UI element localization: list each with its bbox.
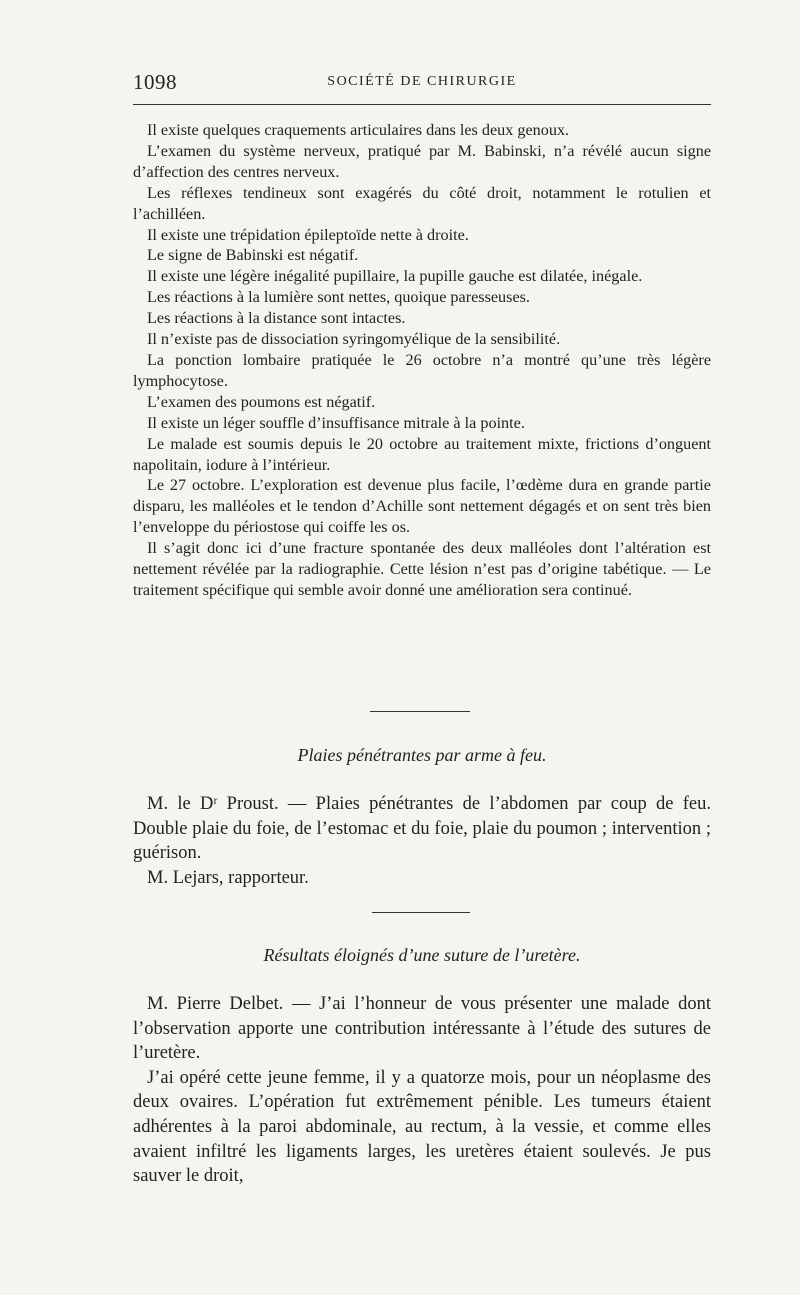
paragraph: Les réactions à la lumière sont nettes, quoique paresseuses.: [147, 288, 530, 307]
clinical-observation-text: [133, 120, 711, 601]
paragraph: L’examen des poumons est négatif.: [147, 392, 376, 411]
paragraph: Il existe un léger souffle d’insuffisance mitrale à la pointe.: [147, 413, 525, 432]
journal-title: SOCIÉTÉ DE CHIRURGIE: [327, 74, 517, 89]
paragraph: Le signe de Babinski est négatif.: [147, 246, 359, 265]
section-heading: Résultats éloignés d’une suture de l’uretère.: [263, 945, 581, 965]
paragraph: J’ai opéré cette jeune femme, il y a quatorze mois, pour un néoplasme des deux ovaires. L’opération fut extrêmement pénible. Les tumeurs étaient adhérentes à la paroi abdominale, au rectum, à la vessie, et comme elles avaient infiltré les ligaments larges, les uretères étaient soulevés. Je pus sauver le droit,: [133, 1067, 711, 1187]
paragraph: La ponction lombaire pratiquée le 26 octobre n’a montré qu’une très légère lymphocytose.: [133, 350, 711, 390]
section-divider: [370, 711, 470, 712]
paragraph: Les réflexes tendineux sont exagérés du côté droit, notamment le rotulien et l’achilléen.: [133, 183, 711, 223]
paragraph: M. le Dʳ Proust. — Plaies pénétrantes de l’abdomen par coup de feu. Double plaie du foie, de l’estomac et du foie, plaie du poumon ; intervention ; guérison.: [133, 794, 711, 864]
paragraph: Le 27 octobre. L’exploration est devenue plus facile, l’œdème dura en grande partie disparu, les malléoles et le tendon d’Achille sont nettement dégagés et on sent très bien l’enveloppe du périostose qui coiffe les os.: [133, 476, 711, 537]
section-heading: Plaies pénétrantes par arme à feu.: [297, 745, 547, 765]
paragraph: Les réactions à la distance sont intactes.: [147, 309, 406, 328]
paragraph: Il n’existe pas de dissociation syringomyélique de la sensibilité.: [147, 330, 561, 349]
section-divider: [372, 912, 470, 913]
header-rule: [133, 104, 711, 105]
paragraph: Il existe une trépidation épileptoïde nette à droite.: [147, 225, 469, 244]
section-body: [133, 792, 711, 890]
running-head: [133, 70, 711, 98]
page-number: 1098: [133, 70, 177, 94]
paragraph: M. Lejars, rapporteur.: [147, 867, 309, 888]
paragraph: M. Pierre Delbet. — J’ai l’honneur de vous présenter une malade dont l’observation apporte une contribution intéressante à l’étude des sutures de l’uretère.: [133, 994, 711, 1064]
paragraph: Il existe quelques craquements articulaires dans les deux genoux.: [147, 121, 570, 139]
paragraph: Il existe une légère inégalité pupillaire, la pupille gauche est dilatée, inégale.: [147, 267, 643, 286]
section-body: [133, 992, 711, 1189]
paragraph: Il s’agit donc ici d’une fracture spontanée des deux malléoles dont l’altération est nettement révélée par la radiographie. Cette lésion n’est pas d’origine tabétique. — Le traitement spécifique qui semble avoir donné une amélioration sera continué.: [133, 539, 711, 599]
paragraph: L’examen du système nerveux, pratiqué par M. Babinski, n’a révélé aucun signe d’affection des centres nerveux.: [133, 141, 711, 181]
paragraph: Le malade est soumis depuis le 20 octobre au traitement mixte, frictions d’onguent napolitain, iodure à l’intérieur.: [133, 434, 711, 474]
